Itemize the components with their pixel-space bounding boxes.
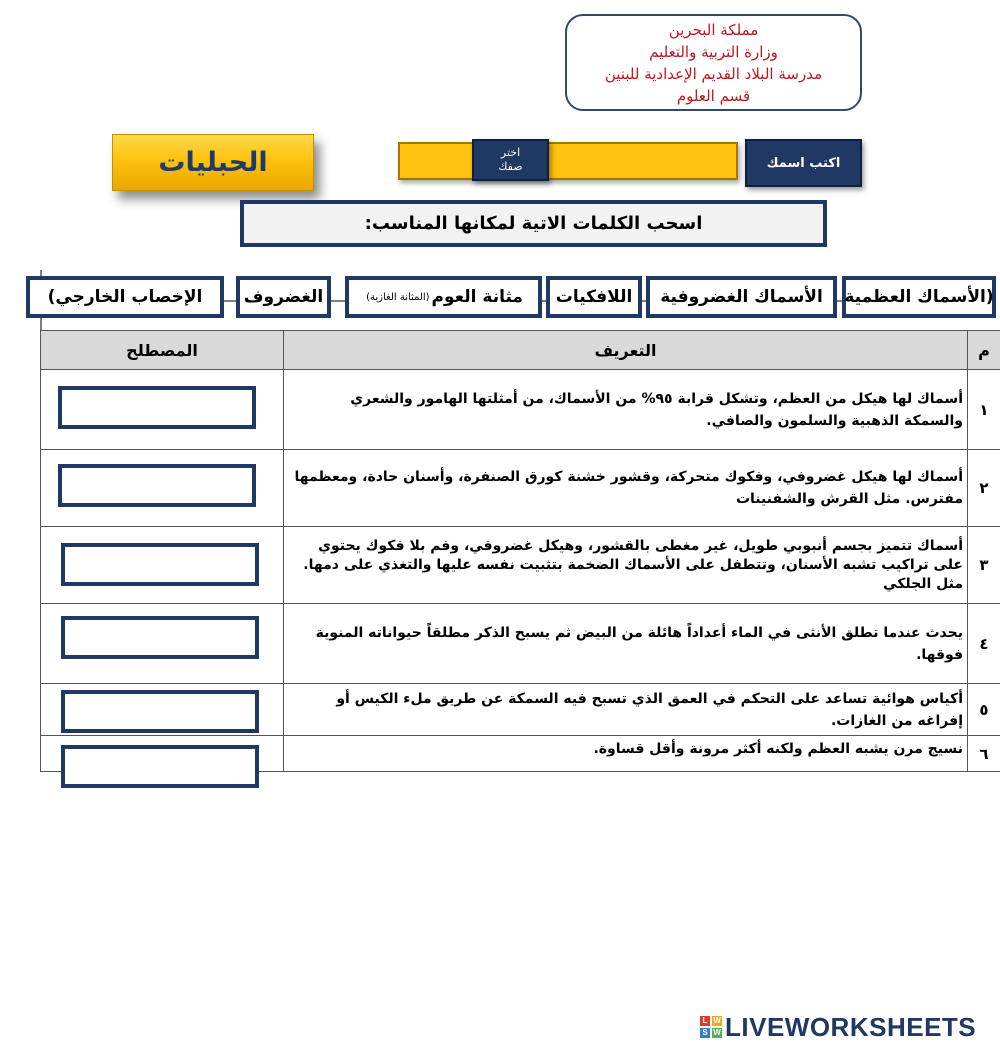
page-title: الحبليات — [112, 134, 314, 191]
word-chip-swim-bladder[interactable] — [345, 276, 542, 318]
header-line-2: وزارة التربية والتعليم — [649, 43, 778, 61]
answer-drop-box-4[interactable] — [61, 616, 259, 659]
header-line-4: قسم العلوم — [676, 87, 751, 105]
row-definition: أسماك لها هيكل غضروفي، وفكوك متحركة، وقشور خشنة كورق الصنفرة، وأسنان حادة، ومعظمها مفترس. مثل القرش والشفنينات — [284, 450, 968, 527]
header-line-1: مملكة البحرين — [668, 21, 759, 39]
row-number: ١ — [968, 370, 1000, 450]
row-definition: نسيج مرن يشبه العظم ولكنه أكثر مرونة وأقل قساوة. — [284, 736, 968, 772]
liveworksheets-brand — [700, 1012, 995, 1042]
header-definition: التعريف — [284, 331, 968, 370]
class-select[interactable] — [472, 139, 549, 181]
header-term: المصطلح — [41, 331, 284, 370]
row-definition: أسماك لها هيكل من العظم، وتشكل قرابة ٩٥% من الأسماك، من أمثلتها الهامور والشعري والسمكة الذهبية والسلمون والصافي. — [284, 370, 968, 450]
name-label: اكتب اسمك — [745, 139, 862, 187]
header-line-3: مدرسة البلاد القديم الإعدادية للبنين — [604, 65, 823, 83]
answer-drop-box-2[interactable] — [58, 464, 256, 507]
answer-drop-box-5[interactable] — [61, 690, 259, 733]
row-number: ٣ — [968, 527, 1000, 604]
row-number: ٢ — [968, 450, 1000, 527]
brand-text: LIVEWORKSHEETS — [725, 1011, 977, 1042]
answer-drop-box-3[interactable] — [61, 543, 259, 586]
row-number: ٦ — [968, 736, 1000, 772]
class-select-label-1: اختر — [500, 146, 521, 159]
table-header-row — [41, 331, 1000, 370]
liveworksheets-logo-icon: L W S W — [700, 1016, 722, 1038]
word-chip-jawless-fish[interactable]: اللافكيات — [546, 276, 642, 318]
swim-bladder-label: مثانة العوم — [431, 287, 523, 307]
instruction-banner: اسحب الكلمات الاتية لمكانها المناسب: — [240, 200, 827, 247]
header-num: م — [968, 331, 1000, 370]
row-definition: أسماك تتميز بجسم أنبوبي طويل، غير مغطى بالقشور، وهيكل غضروفي، وفم بلا فكوك يحتوي على تراكيب تشبه الأسنان، وتتطفل على الأسماك الضخمة بتثبيت نفسه عليها والتغذي على دمها. مثل الجلكي — [284, 527, 968, 604]
swim-bladder-note: (المثانة الغازية) — [366, 291, 430, 303]
word-chip-bony-fish[interactable]: (الأسماك العظمية — [842, 276, 996, 318]
row-definition: يحدث عندما تطلق الأنثى في الماء أعداداً هائلة من البيض ثم يسبح الذكر مطلقاً حيواناته المنوية فوقها. — [284, 604, 968, 684]
word-chip-cartilage[interactable]: الغضروف — [236, 276, 331, 318]
school-header — [565, 14, 862, 111]
row-definition: أكياس هوائية تساعد على التحكم في العمق الذي تسبح فيه السمكة عن طريق ملء الكيس أو إفراغه من الغازات. — [284, 684, 968, 736]
answer-drop-box-6[interactable] — [61, 745, 259, 788]
row-number: ٥ — [968, 684, 1000, 736]
word-chip-cartilaginous-fish[interactable]: الأسماك الغضروفية — [646, 276, 837, 318]
class-select-label-2: صفك — [498, 160, 523, 173]
word-chip-external-fertilization[interactable]: الإخصاب الخارجي) — [26, 276, 224, 318]
name-input[interactable] — [398, 142, 738, 180]
answer-drop-box-1[interactable] — [58, 386, 256, 429]
row-number: ٤ — [968, 604, 1000, 684]
